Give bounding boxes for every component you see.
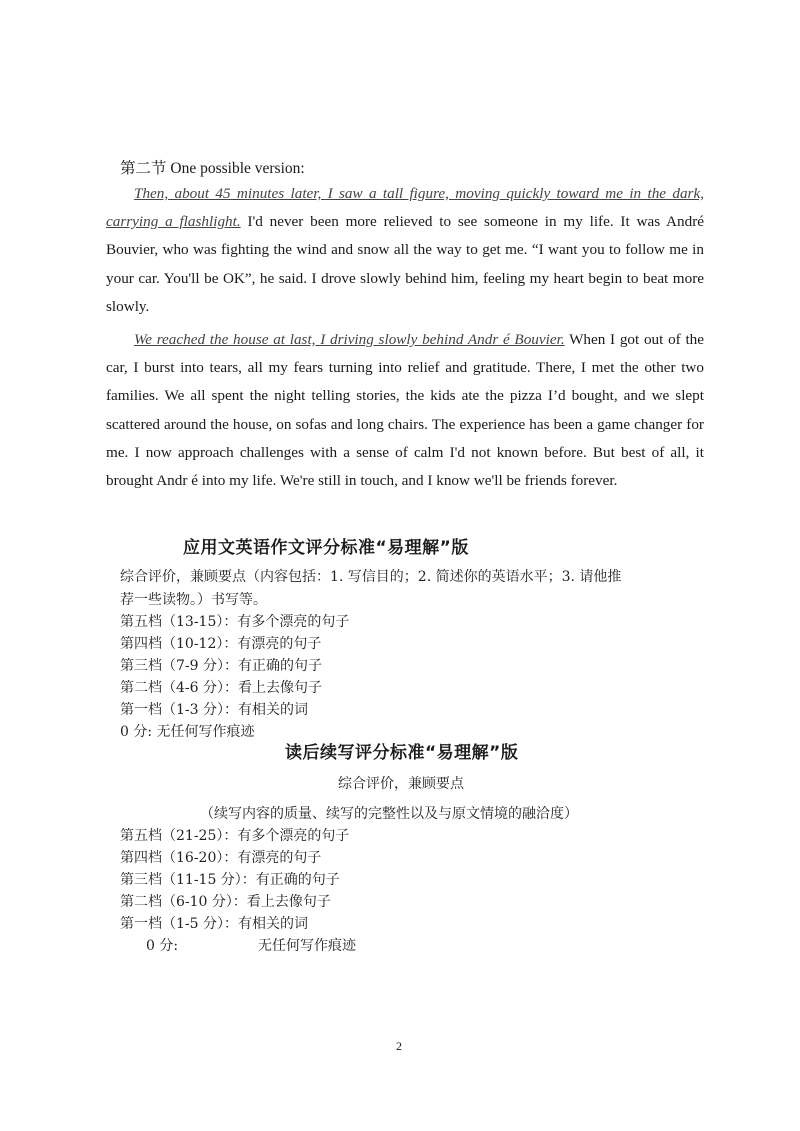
section1-intro-line2: 荐一些读物。）书写等。 xyxy=(120,592,267,608)
paragraph-2-text: When I got out of the car, I burst into tears, all my fears turning into relief and gratitude. There, I met the other two families. We all spent the night telling stories, the kids ate the pizza I’d bought, and we slept scattered around the house, on sofas and long chairs. The experience has been a game changer for me. I now approach challenges with a sense of calm I'd not known before. But best of all, it brought Andr é into my life. We're still in touch, and I know we'll be friends forever. xyxy=(106,331,704,490)
section2-note: （续写内容的质量、续写的完整性以及与原文情境的融洽度） xyxy=(200,806,578,822)
underlined-sentence-1: Then, about 45 minutes later, I saw a tall figure, moving quickly toward me in the dark, carrying a flashlight. xyxy=(106,185,704,231)
section2-subtitle: 综合评价，兼顾要点 xyxy=(338,776,464,792)
section1-level-1: 第一档（1-3 分）：有相关的词 xyxy=(120,702,308,718)
section2-level-1: 第一档（1-5 分）：有相关的词 xyxy=(120,916,308,932)
section2-title: 读后续写评分标准“易理解”版 xyxy=(285,743,519,763)
section1-title: 应用文英语作文评分标准“易理解”版 xyxy=(183,538,469,558)
section2-level-4: 第四档（16-20）：有漂亮的句子 xyxy=(120,850,322,866)
essay-paragraph-2 xyxy=(106,326,704,495)
section2-level-3: 第三档（11-15 分）：有正确的句子 xyxy=(120,872,340,888)
section2-level-2: 第二档（6-10 分）：看上去像句子 xyxy=(120,894,331,910)
section1-intro-line1: 综合评价，兼顾要点（内容包括：1. 写信目的；2. 简述你的英语水平；3. 请他推 xyxy=(120,569,622,585)
section1-level-3: 第三档（7-9 分）：有正确的句子 xyxy=(120,658,322,674)
section1-level-5: 第五档（13-15）：有多个漂亮的句子 xyxy=(120,614,350,630)
page-number: 2 xyxy=(396,1039,402,1053)
essay-paragraph-1 xyxy=(106,180,704,321)
section2-level-0-label: 0 分: xyxy=(146,938,179,954)
paragraph-1-text: I'd never been more relieved to see someone in my life. It was André Bouvier, who was fighting the wind and snow all the way to get me. “I want you to follow me in your car. You'll be OK”, he said. I drove slowly behind him, feeling my heart begin to beat more slowly. xyxy=(106,213,705,315)
section1-level-4: 第四档（10-12）：有漂亮的句子 xyxy=(120,636,322,652)
section1-level-2: 第二档（4-6 分）：看上去像句子 xyxy=(120,680,322,696)
underlined-sentence-2: We reached the house at last, I driving slowly behind Andr é Bouvier. xyxy=(134,331,565,348)
section2-level-0-text: 无任何写作痕迹 xyxy=(258,938,356,954)
section2-level-5: 第五档（21-25）：有多个漂亮的句子 xyxy=(120,828,350,844)
section1-level-0: 0 分: 无任何写作痕迹 xyxy=(120,724,255,740)
section-heading: 第二节 One possible version: xyxy=(120,160,305,177)
